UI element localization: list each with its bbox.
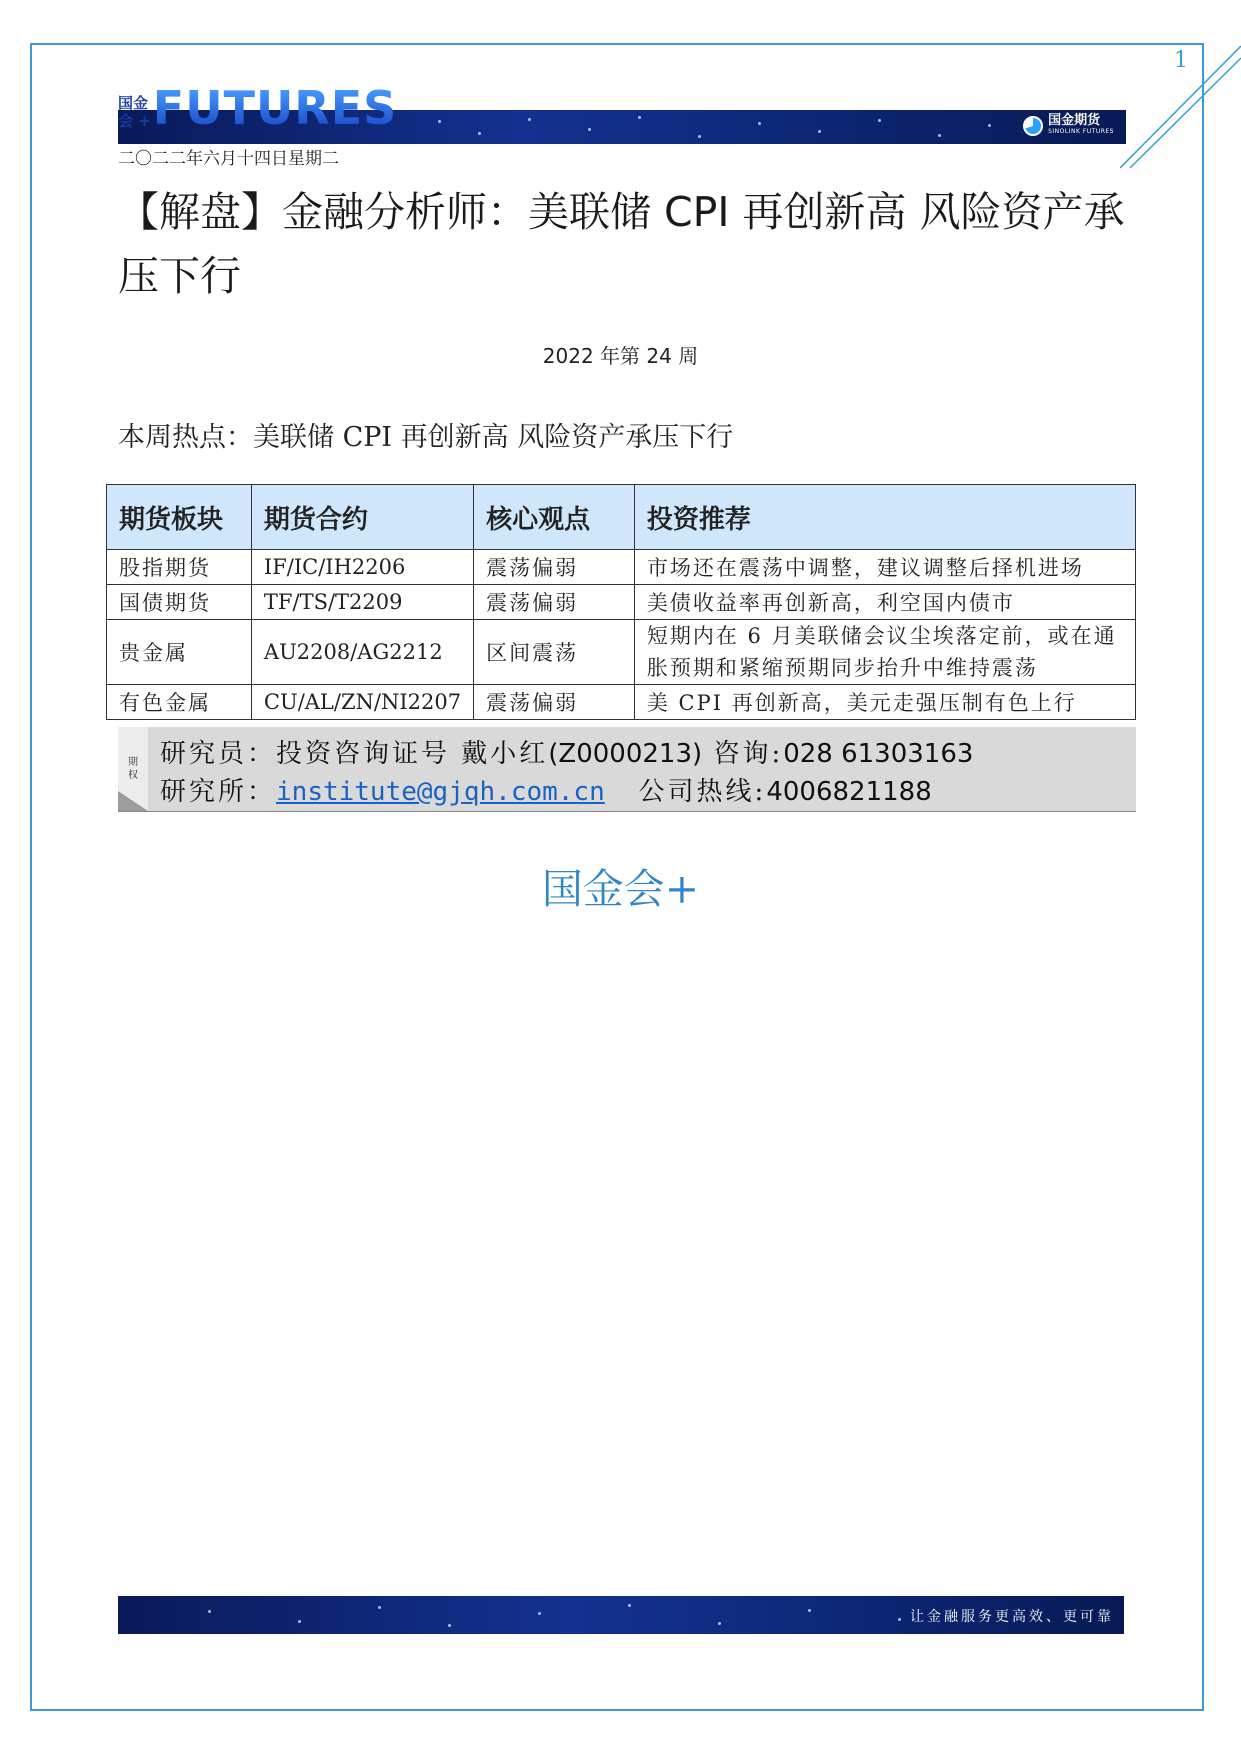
table-row — [107, 620, 1136, 685]
week-label: 2022 年第 24 周 — [542, 344, 699, 368]
table-row — [107, 685, 1136, 720]
page-number: 1 — [1174, 48, 1188, 73]
table-row — [107, 550, 1136, 585]
table-header-row — [107, 485, 1136, 550]
header-sector: 期货板块 — [107, 485, 252, 550]
institute-line — [160, 771, 932, 808]
cell-advice: 短期内在 6 月美联储会议尘埃落定前，或在通胀预期和紧缩预期同步抬升中维持震荡 — [634, 620, 1135, 685]
slogan: 让金融服务更高效、更可靠 — [910, 1609, 1114, 1625]
contact-tag-line2: 权 — [128, 770, 138, 781]
logo-futures-text: FUTURES — [152, 81, 398, 135]
brand-name-cn: 国金期货 — [1048, 113, 1101, 128]
cell-advice: 市场还在震荡中调整，建议调整后择机进场 — [634, 550, 1135, 585]
contact-box — [118, 727, 1136, 812]
logo-cn-line1: 国金 — [118, 94, 149, 112]
institute-label: 研究所： — [160, 777, 277, 807]
footer-banner — [118, 1596, 1124, 1634]
futures-logo — [118, 81, 398, 135]
cell-contract: AU2208/AG2212 — [251, 620, 473, 685]
consult-phone: 028 61303163 — [783, 739, 974, 769]
header-advice: 投资推荐 — [634, 485, 1135, 550]
cell-sector: 贵金属 — [107, 620, 252, 685]
researcher-label: 研究员：投资咨询证号 戴小红 — [160, 739, 549, 769]
cell-advice: 美债收益率再创新高，利空国内债市 — [634, 585, 1135, 620]
cell-view: 区间震荡 — [474, 620, 635, 685]
hotline-label: 公司热线: — [638, 777, 767, 807]
weekly-hotspot: 本周热点：美联储 CPI 再创新高 风险资产承压下行 — [118, 422, 734, 453]
brand-mark-icon — [1023, 116, 1043, 136]
cell-sector: 股指期货 — [107, 550, 252, 585]
cert-number: (Z0000213) — [548, 739, 703, 769]
contact-tag — [118, 727, 148, 811]
cell-sector: 国债期货 — [107, 585, 252, 620]
corner-decoration — [1120, 40, 1241, 170]
header-contract: 期货合约 — [251, 485, 473, 550]
report-date: 二〇二二年六月十四日星期二 — [118, 149, 339, 169]
cell-contract: TF/TS/T2209 — [251, 585, 473, 620]
cell-view: 震荡偏弱 — [474, 685, 635, 720]
hotline-number: 4006821188 — [766, 777, 932, 807]
email-link[interactable]: institute@gjqh.com.cn — [276, 777, 605, 807]
logo-cn-line2: 会 + — [118, 112, 151, 130]
table-row — [107, 585, 1136, 620]
page-title: 【解盘】金融分析师：美联储 CPI 再创新高 风险资产承压下行 — [118, 188, 1125, 300]
researcher-line — [160, 733, 973, 770]
cell-contract: CU/AL/ZN/NI2207 — [251, 685, 473, 720]
brand-name-en: SINOLINK FUTURES — [1048, 128, 1114, 135]
header-view: 核心观点 — [474, 485, 635, 550]
contact-tag-line1: 期 — [128, 757, 138, 768]
cell-sector: 有色金属 — [107, 685, 252, 720]
cell-contract: IF/IC/IH2206 — [251, 550, 473, 585]
recommendation-table — [106, 484, 1136, 720]
cell-advice: 美 CPI 再创新高，美元走强压制有色上行 — [634, 685, 1135, 720]
cell-view: 震荡偏弱 — [474, 550, 635, 585]
brand-logo — [1023, 115, 1114, 137]
footer-brand: 国金会+ — [541, 865, 700, 913]
consult-label: 咨询: — [713, 739, 784, 769]
cell-view: 震荡偏弱 — [474, 585, 635, 620]
